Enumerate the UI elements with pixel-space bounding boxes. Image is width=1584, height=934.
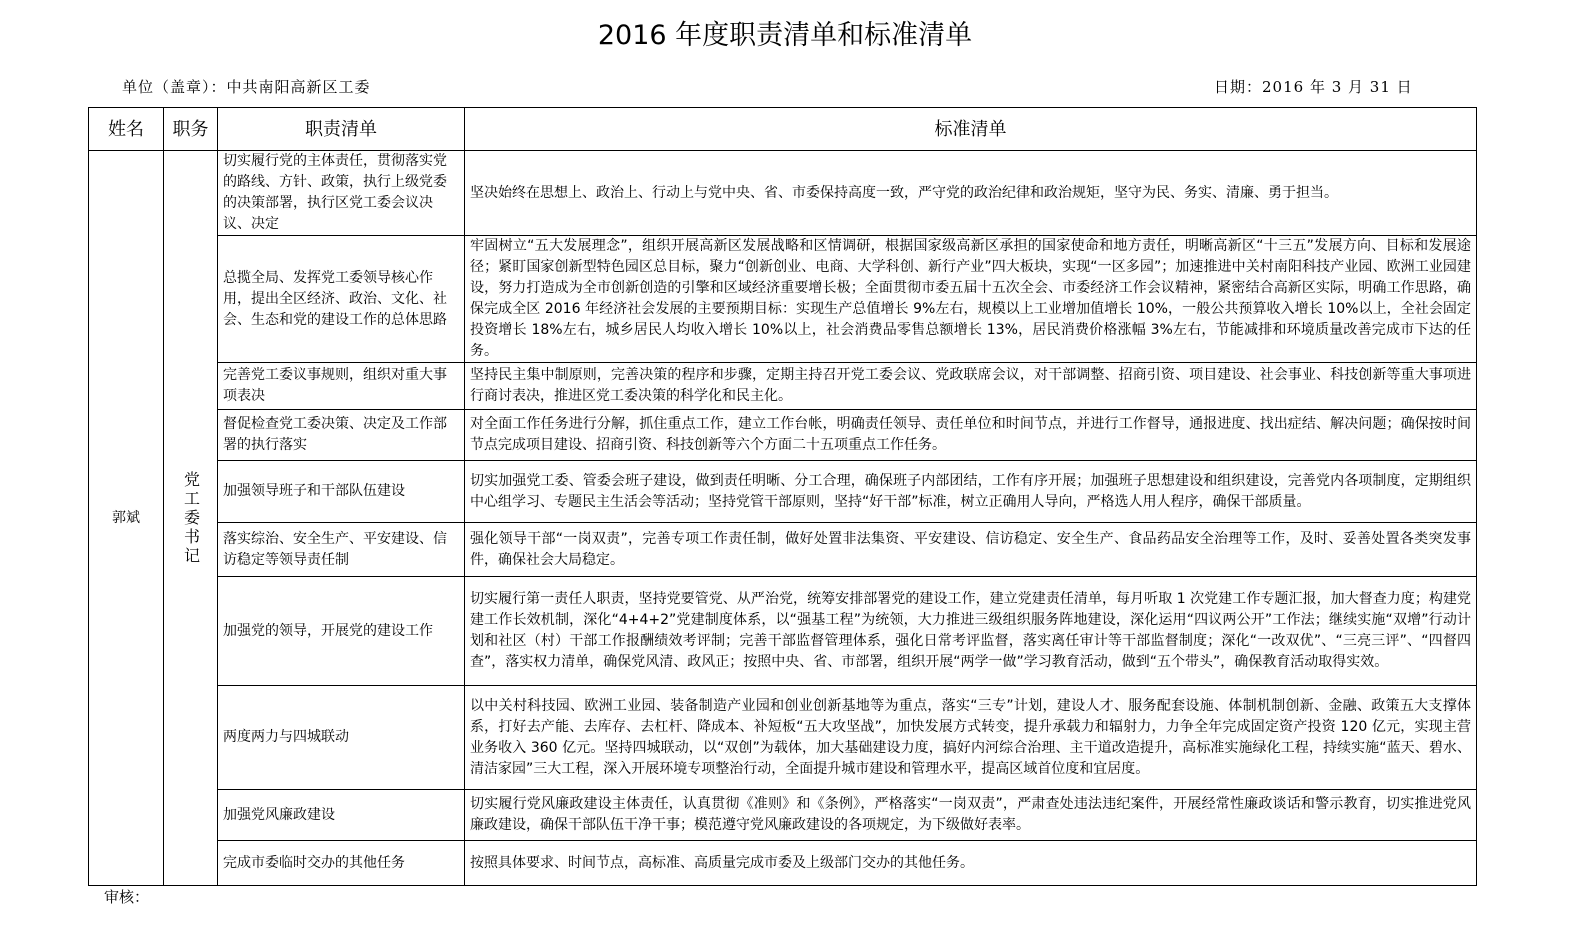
unit-label: 单位（盖章）：中共南阳高新区工委 bbox=[122, 78, 371, 96]
standard-item: 坚持民主集中制原则，完善决策的程序和步骤，定期主持召开党工委会议、党政联席会议，对干部调整、招商引资、项目建设、社会事业、科技创新等重大事项进行商讨表决，推进区党工委决策的科学化和民主化。 bbox=[465, 363, 1477, 410]
duty-item: 加强党风廉政建设 bbox=[218, 790, 465, 841]
header-standard-list: 标准清单 bbox=[465, 108, 1477, 151]
duty-item: 切实履行党的主体责任，贯彻落实党的路线、方针、政策，执行上级党委的决策部署，执行区党工委会议决议、决定 bbox=[218, 151, 465, 236]
date-label: 日期：2016 年 3 月 31 日 bbox=[1214, 78, 1413, 96]
table-row bbox=[89, 686, 1477, 790]
header-name: 姓名 bbox=[89, 108, 164, 151]
standard-item: 切实加强党工委、管委会班子建设，做到责任明晰、分工合理，确保班子内部团结，工作有序开展；加强班子思想建设和组织建设，完善党内各项制度，定期组织中心组学习、专题民主生活会等活动；坚持党管干部原则，坚持“好干部”标准，树立正确用人导向，严格选人用人程序，确保干部质量。 bbox=[465, 461, 1477, 523]
duty-item: 督促检查党工委决策、决定及工作部署的执行落实 bbox=[218, 410, 465, 461]
standard-item: 对全面工作任务进行分解，抓住重点工作，建立工作台帐，明确责任领导、责任单位和时间节点，并进行工作督导，通报进度、找出症结、解决问题；确保按时间节点完成项目建设、招商引资、科技创新等六个方面二十五项重点工作任务。 bbox=[465, 410, 1477, 461]
duty-item: 加强领导班子和干部队伍建设 bbox=[218, 461, 465, 523]
header-duty-list: 职责清单 bbox=[218, 108, 465, 151]
table-row bbox=[89, 577, 1477, 686]
table-row bbox=[89, 523, 1477, 577]
duty-item: 完善党工委议事规则，组织对重大事项表决 bbox=[218, 363, 465, 410]
standard-item: 切实履行党风廉政建设主体责任，认真贯彻《准则》和《条例》，严格落实“一岗双责”，严肃查处违法违纪案件，开展经常性廉政谈话和警示教育，切实推进党风廉政建设，确保干部队伍干净干事；模范遵守党风廉政建设的各项规定，为下级做好表率。 bbox=[465, 790, 1477, 841]
header-position: 职务 bbox=[164, 108, 218, 151]
person-name: 郭斌 bbox=[89, 151, 164, 886]
duty-item: 加强党的领导，开展党的建设工作 bbox=[218, 577, 465, 686]
standard-item: 牢固树立“五大发展理念”，组织开展高新区发展战略和区情调研，根据国家级高新区承担的国家使命和地方责任，明晰高新区“十三五”发展方向、目标和发展途径；紧盯国家创新型特色园区总目标，聚力“创新创业、电商、大学科创、新行产业”四大板块，实现“一区多园”；加速推进中关村南阳科技产业园、欧洲工业园建设，努力打造成为全市创新创造的引擎和区域经济重要增长极；全面贯彻市委五届十五次全会、市委经济工作会议精神，紧密结合高新区实际，明确工作思路，确保完成全区 2016 年经济社会发展的主要预期目标：实现生产总值增长 9%左右，规模以上工业增加值增长 10%，一般公共预算收入增长 10%以上，全社会固定投资增长 18%左右，城乡居民人均收入增长 10%以上，社会消费品零售总额增长 13%，居民消费价格涨幅 3%左右，节能减排和环境质量改善完成市下达的任务。 bbox=[465, 236, 1477, 363]
person-position bbox=[164, 151, 218, 886]
page-title: 2016 年度职责清单和标准清单 bbox=[597, 20, 973, 51]
standard-item: 按照具体要求、时间节点，高标准、高质量完成市委及上级部门交办的其他任务。 bbox=[465, 841, 1477, 886]
table-row bbox=[89, 790, 1477, 841]
duty-item: 总揽全局、发挥党工委领导核心作用，提出全区经济、政治、文化、社会、生态和党的建设工作的总体思路 bbox=[218, 236, 465, 363]
table-row bbox=[89, 363, 1477, 410]
table-row bbox=[89, 151, 1477, 236]
duty-item: 完成市委临时交办的其他任务 bbox=[218, 841, 465, 886]
standard-item: 强化领导干部“一岗双责”，完善专项工作责任制，做好处置非法集资、平安建设、信访稳定、安全生产、食品药品安全治理等工作，及时、妥善处置各类突发事件，确保社会大局稳定。 bbox=[465, 523, 1477, 577]
standard-item: 坚决始终在思想上、政治上、行动上与党中央、省、市委保持高度一致，严守党的政治纪律和政治规矩，坚守为民、务实、清廉、勇于担当。 bbox=[465, 151, 1477, 236]
table-header-row bbox=[89, 108, 1477, 151]
review-label: 审核： bbox=[104, 888, 150, 906]
duty-item: 两度两力与四城联动 bbox=[218, 686, 465, 790]
duty-table bbox=[88, 107, 1477, 886]
table-row bbox=[89, 236, 1477, 363]
table-row bbox=[89, 410, 1477, 461]
table-row bbox=[89, 461, 1477, 523]
standard-item: 切实履行第一责任人职责，坚持党要管党、从严治党，统筹安排部署党的建设工作，建立党建责任清单，每月听取 1 次党建工作专题汇报，加大督查力度；构建党建工作长效机制，深化“4+4+2”党建制度体系，以“强基工程”为统领，大力推进三级组织服务阵地建设，深化运用“四议两公开”工作法；继续实施“双增”行动计划和社区（村）干部工作报酬绩效考评制；完善干部监督管理体系，强化日常考评监督，落实离任审计等干部监督制度；深化“一改双优”、“三亮三评”、“四督四查”，落实权力清单，确保党风清、政风正；按照中央、省、市部署，组织开展“两学一做”学习教育活动，做到“五个带头”，确保教育活动取得实效。 bbox=[465, 577, 1477, 686]
position-text: 党工委书记 bbox=[181, 470, 201, 566]
duty-item: 落实综治、安全生产、平安建设、信访稳定等领导责任制 bbox=[218, 523, 465, 577]
standard-item: 以中关村科技园、欧洲工业园、装备制造产业园和创业创新基地等为重点，落实“三专”计划，建设人才、服务配套设施、体制机制创新、金融、政策五大支撑体系，打好去产能、去库存、去杠杆、降成本、补短板“五大攻坚战”，加快发展方式转变，提升承载力和辐射力，力争全年完成固定资产投资 120 亿元，实现主营业务收入 360 亿元。坚持四城联动，以“双创”为载体，加大基础建设力度，搞好内河综合治理、主干道改造提升，高标准实施绿化工程，持续实施“蓝天、碧水、清洁家园”三大工程，深入开展环境专项整治行动，全面提升城市建设和管理水平，提高区域首位度和宜居度。 bbox=[465, 686, 1477, 790]
table-row bbox=[89, 841, 1477, 886]
